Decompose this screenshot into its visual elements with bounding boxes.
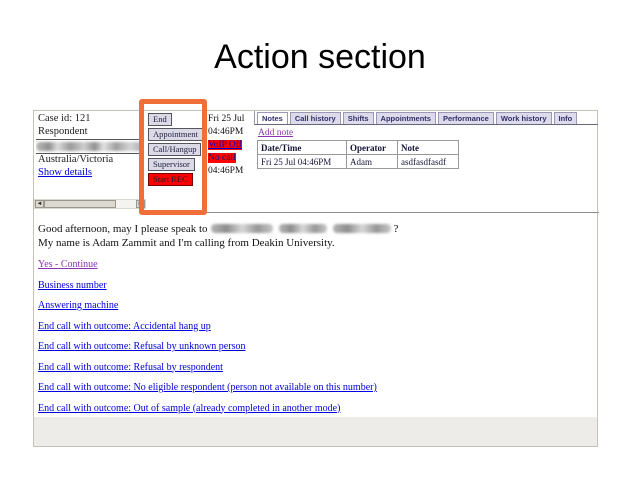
outcome-link-refusal-unknown[interactable]: End call with outcome: Refusal by unknown person — [38, 341, 246, 352]
slide-title: Action section — [214, 38, 426, 76]
tab-shifts[interactable]: Shifts — [343, 112, 374, 124]
outcome-link-refusal-respondent[interactable]: End call with outcome: Refusal by respondent — [38, 361, 223, 373]
tab-notes[interactable]: Notes — [257, 112, 288, 124]
section-divider — [146, 212, 599, 213]
outcome-link-answering-machine[interactable]: Answering machine — [38, 300, 119, 311]
respondent-name-redacted — [36, 139, 143, 154]
tab-performance[interactable]: Performance — [438, 112, 494, 124]
outcome-link-accidental-hangup[interactable]: End call with outcome: Accidental hang up — [38, 320, 211, 332]
note-datetime-cell: Fri 25 Jul 04:46PM — [258, 155, 347, 169]
tab-info[interactable]: Info — [554, 112, 578, 124]
tab-panel — [254, 111, 598, 212]
show-details-link[interactable]: Show details — [38, 167, 92, 178]
page-footer-area — [34, 417, 597, 446]
redaction-blur — [36, 142, 143, 151]
col-header-datetime: Date/Time — [258, 141, 347, 155]
tab-work-history[interactable]: Work history — [496, 112, 552, 124]
outcome-link-business-number[interactable]: Business number — [38, 279, 107, 291]
call-status-badge: No call — [208, 153, 236, 163]
appointment-button[interactable]: Appointment — [148, 128, 203, 141]
col-header-note: Note — [398, 141, 459, 155]
notes-table-header-row — [258, 141, 459, 155]
scrollbar-track[interactable] — [116, 200, 136, 208]
notes-table — [257, 140, 459, 169]
action-button-column — [148, 113, 203, 188]
current-time: 04:46PM — [208, 127, 244, 137]
note-text-cell: asdfasdfasdf — [398, 155, 459, 169]
voip-status-link[interactable]: VoIP Off — [208, 140, 242, 150]
respondent-label: Respondent — [38, 126, 88, 137]
script-line-1 — [38, 223, 398, 235]
tab-appointments[interactable]: Appointments — [376, 112, 436, 124]
table-row — [258, 155, 459, 169]
add-note-link[interactable]: Add note — [258, 128, 294, 138]
status-time: 04:46PM — [208, 166, 244, 176]
col-header-operator: Operator — [347, 141, 398, 155]
start-rec-button[interactable]: Start REC — [148, 173, 193, 186]
end-button[interactable]: End — [148, 113, 172, 126]
scroll-right-icon[interactable]: ► — [137, 201, 144, 207]
note-operator-cell: Adam — [347, 155, 398, 169]
redaction-blur — [279, 224, 327, 233]
outcome-link-no-eligible-respondent[interactable]: End call with outcome: No eligible respondent (person not available on this number) — [38, 382, 377, 393]
outcome-link-list — [38, 260, 377, 424]
app-screenshot — [33, 110, 598, 447]
tab-strip — [254, 111, 598, 125]
script-greeting: Good afternoon, may I please speak to — [38, 223, 208, 235]
script-line-2: My name is Adam Zammit and I'm calling from Deakin University. — [38, 237, 335, 249]
supervisor-button[interactable]: Supervisor — [148, 158, 195, 171]
call-hangup-button[interactable]: Call/Hangup — [148, 143, 201, 156]
tab-call-history[interactable]: Call history — [290, 112, 341, 124]
location-label: Australia/Victoria — [38, 154, 114, 165]
scroll-left-icon[interactable]: ◄ — [36, 201, 43, 207]
current-date: Fri 25 Jul — [208, 114, 245, 124]
redaction-blur — [211, 224, 273, 233]
horizontal-scrollbar[interactable] — [34, 199, 146, 209]
script-question-mark: ? — [393, 223, 399, 235]
scrollbar-thumb[interactable] — [44, 200, 116, 208]
case-id-label: Case id: 121 — [38, 113, 91, 124]
outcome-link-yes-continue[interactable]: Yes - Continue — [38, 259, 98, 270]
redaction-blur — [333, 224, 391, 233]
status-column — [208, 113, 244, 178]
outcome-link-out-of-sample[interactable]: End call with outcome: Out of sample (already completed in another mode) — [38, 402, 341, 414]
